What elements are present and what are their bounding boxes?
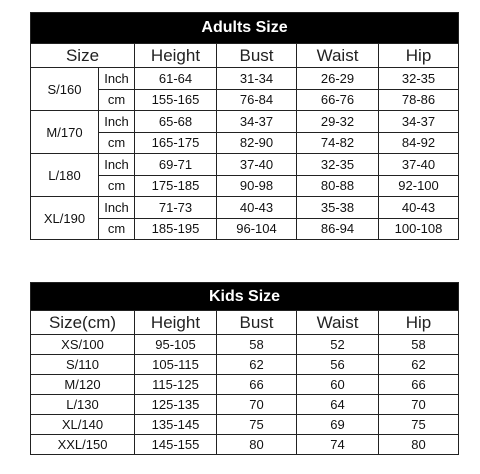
height-value: 125-135 bbox=[135, 395, 217, 415]
waist-value: 80-88 bbox=[297, 175, 379, 197]
size-label: S/110 bbox=[31, 355, 135, 375]
table-row bbox=[31, 68, 459, 90]
adults-table-title: Adults Size bbox=[31, 13, 459, 44]
height-value: 69-71 bbox=[135, 154, 217, 176]
hip-value: 84-92 bbox=[379, 132, 459, 154]
header-waist: Waist bbox=[297, 311, 379, 335]
bust-value: 82-90 bbox=[217, 132, 297, 154]
hip-value: 62 bbox=[379, 355, 459, 375]
waist-value: 56 bbox=[297, 355, 379, 375]
table-row bbox=[31, 415, 459, 435]
unit-label: Inch bbox=[99, 111, 135, 133]
unit-label: cm bbox=[99, 132, 135, 154]
height-value: 165-175 bbox=[135, 132, 217, 154]
header-waist: Waist bbox=[297, 44, 379, 68]
height-value: 71-73 bbox=[135, 197, 217, 219]
size-label: XL/140 bbox=[31, 415, 135, 435]
waist-value: 74-82 bbox=[297, 132, 379, 154]
waist-value: 26-29 bbox=[297, 68, 379, 90]
table-row bbox=[31, 154, 459, 176]
height-value: 65-68 bbox=[135, 111, 217, 133]
waist-value: 52 bbox=[297, 335, 379, 355]
table-row bbox=[31, 375, 459, 395]
header-hip: Hip bbox=[379, 44, 459, 68]
hip-value: 34-37 bbox=[379, 111, 459, 133]
bust-value: 58 bbox=[217, 335, 297, 355]
header-size: Size bbox=[31, 44, 135, 68]
hip-value: 40-43 bbox=[379, 197, 459, 219]
height-value: 135-145 bbox=[135, 415, 217, 435]
waist-value: 86-94 bbox=[297, 218, 379, 240]
unit-label: cm bbox=[99, 175, 135, 197]
bust-value: 90-98 bbox=[217, 175, 297, 197]
waist-value: 60 bbox=[297, 375, 379, 395]
height-value: 185-195 bbox=[135, 218, 217, 240]
table-row bbox=[31, 395, 459, 415]
bust-value: 75 bbox=[217, 415, 297, 435]
unit-label: Inch bbox=[99, 68, 135, 90]
bust-value: 31-34 bbox=[217, 68, 297, 90]
bust-value: 96-104 bbox=[217, 218, 297, 240]
waist-value: 64 bbox=[297, 395, 379, 415]
waist-value: 66-76 bbox=[297, 89, 379, 111]
unit-label: cm bbox=[99, 89, 135, 111]
header-bust: Bust bbox=[217, 44, 297, 68]
hip-value: 78-86 bbox=[379, 89, 459, 111]
unit-label: cm bbox=[99, 218, 135, 240]
hip-value: 100-108 bbox=[379, 218, 459, 240]
size-label: XL/190 bbox=[31, 197, 99, 240]
header-height: Height bbox=[135, 44, 217, 68]
size-label: M/120 bbox=[31, 375, 135, 395]
bust-value: 70 bbox=[217, 395, 297, 415]
table-row bbox=[31, 111, 459, 133]
kids-size-table bbox=[30, 282, 459, 455]
bust-value: 34-37 bbox=[217, 111, 297, 133]
header-height: Height bbox=[135, 311, 217, 335]
size-label: L/130 bbox=[31, 395, 135, 415]
height-value: 105-115 bbox=[135, 355, 217, 375]
size-label: L/180 bbox=[31, 154, 99, 197]
hip-value: 32-35 bbox=[379, 68, 459, 90]
waist-value: 74 bbox=[297, 435, 379, 455]
size-label: S/160 bbox=[31, 68, 99, 111]
height-value: 95-105 bbox=[135, 335, 217, 355]
hip-value: 75 bbox=[379, 415, 459, 435]
hip-value: 80 bbox=[379, 435, 459, 455]
bust-value: 76-84 bbox=[217, 89, 297, 111]
adults-size-table bbox=[30, 12, 459, 240]
bust-value: 66 bbox=[217, 375, 297, 395]
hip-value: 92-100 bbox=[379, 175, 459, 197]
hip-value: 70 bbox=[379, 395, 459, 415]
waist-value: 69 bbox=[297, 415, 379, 435]
unit-label: Inch bbox=[99, 154, 135, 176]
size-label: XS/100 bbox=[31, 335, 135, 355]
height-value: 175-185 bbox=[135, 175, 217, 197]
unit-label: Inch bbox=[99, 197, 135, 219]
table-row bbox=[31, 435, 459, 455]
hip-value: 66 bbox=[379, 375, 459, 395]
bust-value: 80 bbox=[217, 435, 297, 455]
bust-value: 40-43 bbox=[217, 197, 297, 219]
table-row bbox=[31, 335, 459, 355]
hip-value: 58 bbox=[379, 335, 459, 355]
table-row bbox=[31, 355, 459, 375]
header-hip: Hip bbox=[379, 311, 459, 335]
header-bust: Bust bbox=[217, 311, 297, 335]
height-value: 155-165 bbox=[135, 89, 217, 111]
waist-value: 29-32 bbox=[297, 111, 379, 133]
bust-value: 37-40 bbox=[217, 154, 297, 176]
height-value: 115-125 bbox=[135, 375, 217, 395]
height-value: 61-64 bbox=[135, 68, 217, 90]
size-label: XXL/150 bbox=[31, 435, 135, 455]
table-row bbox=[31, 197, 459, 219]
height-value: 145-155 bbox=[135, 435, 217, 455]
waist-value: 32-35 bbox=[297, 154, 379, 176]
size-label: M/170 bbox=[31, 111, 99, 154]
header-size: Size(cm) bbox=[31, 311, 135, 335]
bust-value: 62 bbox=[217, 355, 297, 375]
waist-value: 35-38 bbox=[297, 197, 379, 219]
hip-value: 37-40 bbox=[379, 154, 459, 176]
kids-table-title: Kids Size bbox=[31, 283, 459, 311]
